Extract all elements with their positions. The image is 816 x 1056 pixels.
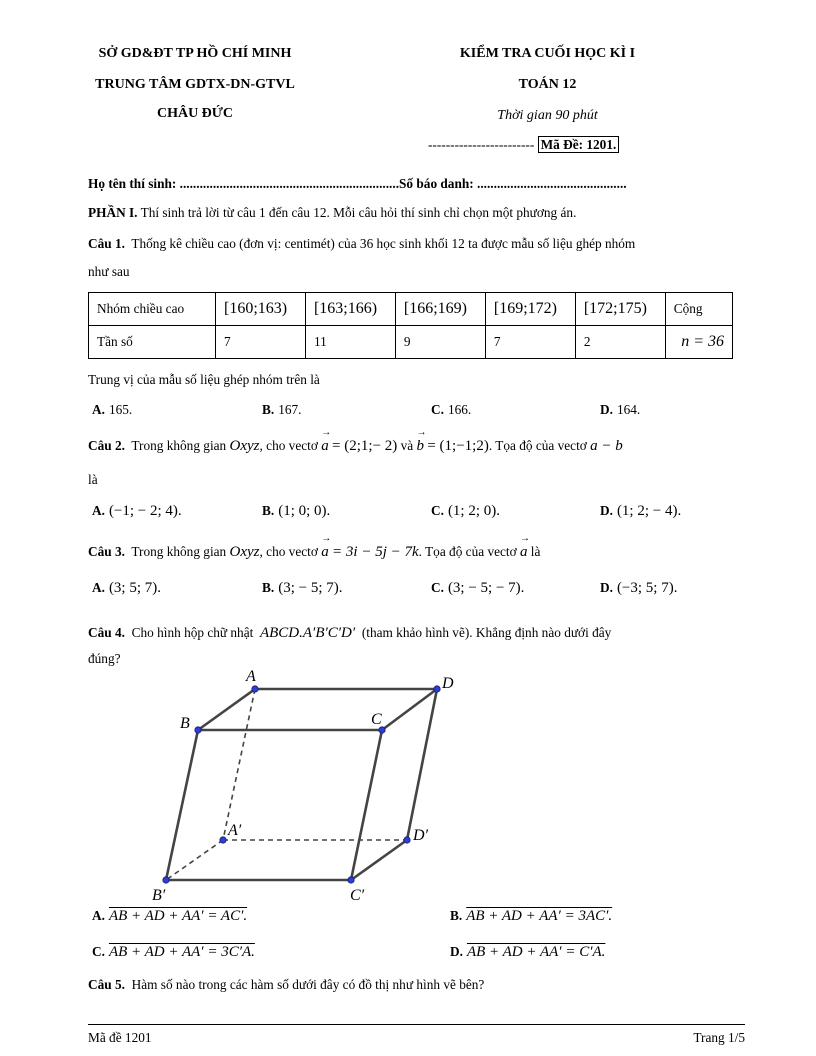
q1-option-d[interactable]: D. 164.	[600, 402, 641, 417]
part1-label: PHẦN I.	[88, 205, 138, 220]
q3-option-a[interactable]: A. (3; 5; 7).	[92, 580, 162, 596]
edge-ab	[198, 689, 255, 730]
part1-text: Thí sinh trả lời từ câu 1 đến câu 12. Mỗi câu hỏi thí sinh chỉ chọn một phương án.	[137, 205, 577, 220]
q1-option-c[interactable]: C. 166.	[431, 402, 472, 417]
footer-divider	[88, 1024, 745, 1025]
q3-option-c[interactable]: C. (3; − 5; − 7).	[431, 580, 525, 596]
q1-stem	[88, 236, 635, 252]
label-c1: C′	[350, 887, 365, 904]
q5-label: Câu 5.	[88, 977, 125, 992]
table-cell: [160;163)	[216, 293, 306, 326]
q1-option-a[interactable]: A. 165.	[92, 402, 133, 417]
q2-option-d[interactable]: D. (1; 2; − 4).	[600, 503, 682, 519]
q3-option-b[interactable]: B. (3; − 5; 7).	[262, 580, 343, 596]
q4-stem-line2: đúng?	[88, 651, 121, 666]
vertex-d1	[404, 837, 410, 843]
vertex-d	[434, 686, 440, 692]
table-cell: [172;175)	[575, 293, 665, 326]
q3-label: Câu 3.	[88, 544, 125, 559]
q2-option-a[interactable]: A. (−1; − 2; 4).	[92, 503, 182, 519]
exam-subject: TOÁN 12	[518, 77, 577, 92]
school-place: CHÂU ĐỨC	[156, 106, 234, 121]
exam-code-line	[428, 137, 619, 153]
q3-stem: Câu 3. Trong không gian Oxyz, cho vectơ → a = 3i − 5j − 7k. Tọa độ của vectơ → a là	[88, 544, 540, 561]
vertex-c1	[348, 877, 354, 883]
q3-option-d[interactable]: D. (−3; 5; 7).	[600, 580, 678, 596]
q1-stem-line2: như sau	[88, 264, 130, 279]
table-cell: 7	[216, 326, 306, 359]
table-cell: 9	[395, 326, 485, 359]
label-a1: A′	[228, 822, 242, 839]
q4-option-a[interactable]: A. AB + AD + AA′ = AC′.	[92, 908, 248, 924]
school-center: TRUNG TÂM GDTX-DN-GTVL	[95, 77, 295, 92]
q4-box-figure	[140, 668, 480, 908]
label-c: C	[371, 711, 382, 728]
table-cell: 11	[305, 326, 395, 359]
edge-c1d1	[351, 840, 407, 880]
q4-option-c[interactable]: C. AB + AD + AA′ = 3C′A.	[92, 944, 255, 960]
edge-cd	[382, 689, 437, 730]
student-name-field: Họ tên thí sinh: ..................................................................	[88, 176, 400, 191]
q4-stem: Câu 4. Cho hình hộp chữ nhật ABCD.A′B′C′D′ (tham khảo hình vẽ). Khẳng định nào dưới đây	[88, 625, 612, 641]
q1-option-b[interactable]: B. 167.	[262, 402, 302, 417]
q1-frequency-table	[88, 292, 733, 359]
code-dashes: ------------------------	[428, 137, 535, 152]
table-cell: [169;172)	[485, 293, 575, 326]
label-b1: B′	[152, 887, 166, 904]
edge-dd1	[407, 689, 437, 840]
table-cell: 2	[575, 326, 665, 359]
q2-stem: Câu 2. Trong không gian Oxyz, cho vectơ → a = (2;1;− 2) và → b = (1;−1;2). Tọa độ của vectơ a − b	[88, 438, 623, 455]
edge-bb1	[166, 730, 198, 880]
table-cell: Nhóm chiều cao	[89, 293, 216, 326]
table-cell: [163;166)	[305, 293, 395, 326]
label-d1: D′	[413, 827, 429, 844]
exam-code: Mã Đề: 1201.	[538, 136, 620, 153]
exam-title: KIỂM TRA CUỐI HỌC KÌ I	[459, 46, 636, 61]
q2-option-c[interactable]: C. (1; 2; 0).	[431, 503, 501, 519]
table-cell: Cộng	[665, 293, 732, 326]
table-cell: Tần số	[89, 326, 216, 359]
q1-text: Thống kê chiều cao (đơn vị: centimét) của 36 học sinh khối 12 ta được mẫu số liệu ghép nhóm	[131, 236, 636, 251]
q5-stem: Câu 5. Hàm số nào trong các hàm số dưới đây có đồ thị như hình vẽ bên?	[88, 977, 485, 992]
footer-code: Mã đề 1201	[88, 1030, 152, 1045]
footer-page: Trang 1/5	[693, 1030, 745, 1045]
part1-instruction	[88, 205, 576, 221]
q2-stem-line2: là	[88, 472, 98, 487]
vertex-b	[195, 727, 201, 733]
q4-option-d[interactable]: D. AB + AD + AA′ = C′A.	[450, 944, 606, 960]
table-cell: n = 36	[665, 326, 732, 359]
table-row	[89, 293, 733, 326]
vertex-a1	[220, 837, 226, 843]
q1-label: Câu 1.	[88, 236, 125, 251]
exam-time: Thời gian 90 phút	[497, 108, 598, 123]
table-cell: 7	[485, 326, 575, 359]
school-dept: SỞ GD&ĐT TP HỒ CHÍ MINH	[98, 46, 292, 61]
q2-label: Câu 2.	[88, 438, 125, 453]
vertex-a	[252, 686, 258, 692]
table-row	[89, 326, 733, 359]
q4-label: Câu 4.	[88, 625, 125, 640]
q4-option-b[interactable]: B. AB + AD + AA′ = 3AC′.	[450, 908, 613, 924]
edge-aa1-hidden	[223, 689, 255, 840]
vertex-b1	[163, 877, 169, 883]
label-a: A	[246, 668, 256, 685]
label-b: B	[180, 715, 190, 732]
q1-prompt: Trung vị của mẫu số liệu ghép nhóm trên là	[88, 372, 320, 387]
label-d: D	[442, 675, 454, 692]
student-info	[88, 176, 627, 192]
table-cell: [166;169)	[395, 293, 485, 326]
edge-cc1	[351, 730, 382, 880]
student-number-field: Số báo danh: .............................................	[399, 176, 627, 191]
q2-option-b[interactable]: B. (1; 0; 0).	[262, 503, 331, 519]
